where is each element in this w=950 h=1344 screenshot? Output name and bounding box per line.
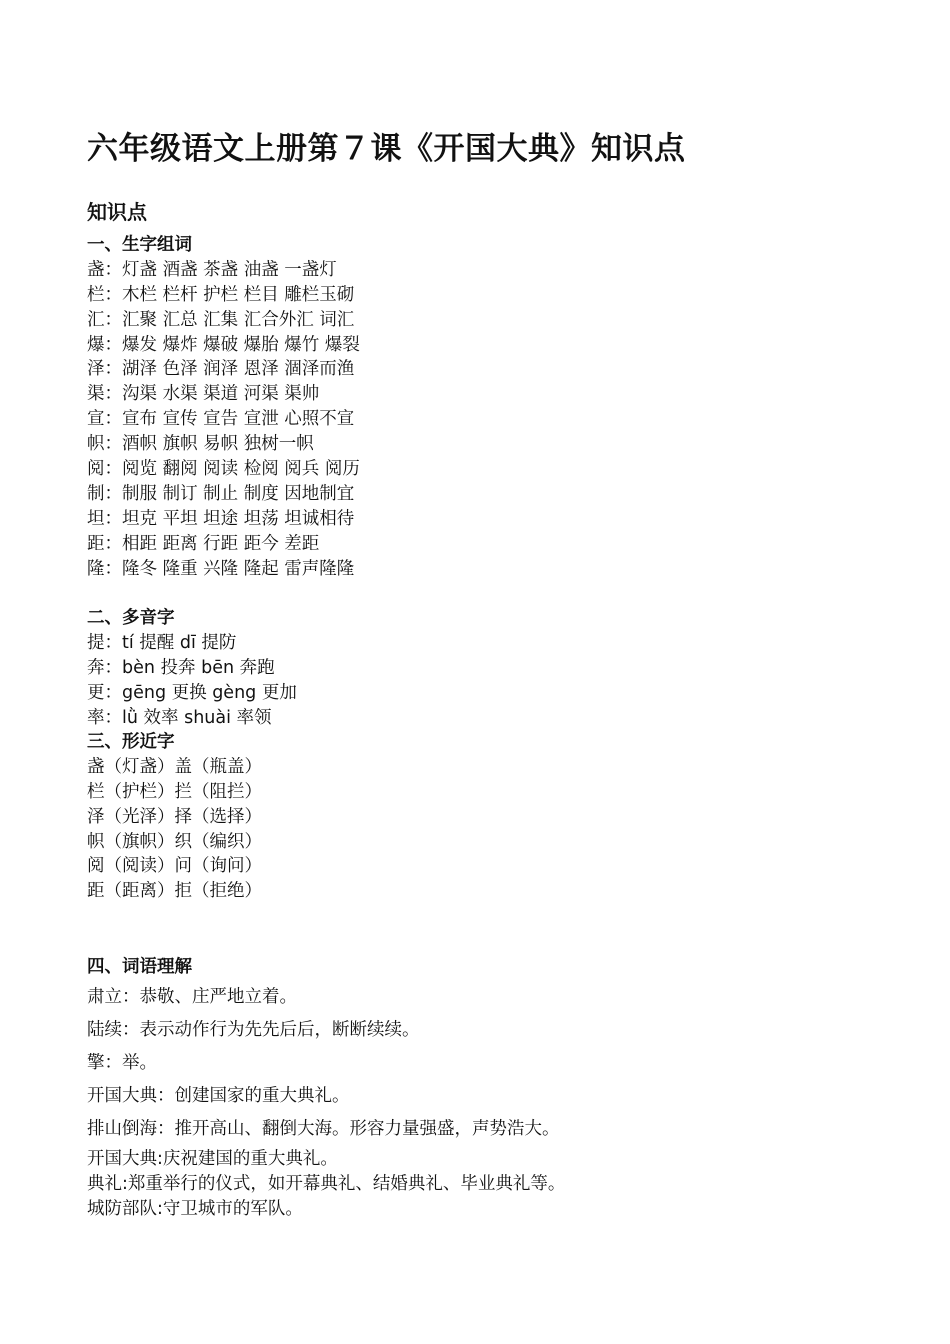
definition-item: 排山倒海：推开高山、翻倒大海。形容力量强盛，声势浩大。 — [87, 1118, 560, 1139]
list-item — [87, 407, 360, 432]
list-item — [87, 681, 297, 706]
polyphone-readings: lǜ 效率 shuài 率领 — [122, 707, 272, 728]
separator: ： — [104, 632, 122, 653]
separator: ： — [104, 459, 122, 480]
vocab-words: 制服 制订 制止 制度 因地制宜 — [122, 483, 355, 504]
separator: ： — [104, 309, 122, 330]
vocab-words: 灯盏 酒盏 茶盏 油盏 一盏灯 — [122, 259, 337, 280]
polyphone-readings: tí 提醒 dī 提防 — [122, 632, 237, 653]
vocab-char: 泽 — [87, 359, 105, 380]
list-item: 盏（灯盏）盖（瓶盖） — [87, 756, 262, 777]
vocab-words: 湖泽 色泽 润泽 恩泽 涸泽而渔 — [122, 359, 355, 380]
list-item: 距（距离）拒（拒绝） — [87, 881, 262, 902]
list-item — [87, 308, 360, 333]
list-item — [87, 631, 297, 656]
list-item — [87, 333, 360, 358]
polyphone-list — [87, 631, 297, 731]
list-item: 帜（旗帜）织（编织） — [87, 831, 262, 852]
section-heading: 一、生字组词 — [87, 235, 192, 255]
vocab-char: 盏 — [87, 259, 105, 280]
separator: ： — [104, 359, 122, 380]
vocab-words: 坦克 平坦 坦途 坦荡 坦诚相待 — [122, 508, 355, 529]
separator: ： — [104, 334, 122, 355]
list-item — [87, 656, 297, 681]
vocab-char: 制 — [87, 483, 105, 504]
polyphone-readings: bèn 投奔 bēn 奔跑 — [122, 657, 275, 678]
list-item — [87, 532, 360, 557]
list-item — [87, 482, 360, 507]
separator: ： — [104, 533, 122, 554]
definition-item: 肃立：恭敬、庄严地立着。 — [87, 986, 297, 1007]
vocab-words: 相距 距离 行距 距今 差距 — [122, 533, 320, 554]
separator: ： — [104, 508, 122, 529]
separator: ： — [104, 558, 122, 579]
separator: ： — [104, 284, 122, 305]
vocab-char: 宣 — [87, 409, 105, 430]
vocab-char: 爆 — [87, 334, 105, 355]
list-item — [87, 432, 360, 457]
polyphone-char: 率 — [87, 707, 105, 728]
vocab-char: 栏 — [87, 284, 105, 305]
list-item — [87, 507, 360, 532]
vocab-words: 隆冬 隆重 兴隆 隆起 雷声隆隆 — [122, 558, 355, 579]
section-heading: 三、形近字 — [87, 732, 175, 752]
vocab-char: 渠 — [87, 384, 105, 405]
section-polyphones — [87, 606, 297, 730]
list-item: 栏（护栏）拦（阻拦） — [87, 781, 262, 802]
list-item: 泽（光泽）择（选择） — [87, 806, 262, 827]
section-vocabulary — [87, 233, 360, 581]
list-item — [87, 706, 297, 731]
vocab-char: 坦 — [87, 508, 105, 529]
vocab-char: 隆 — [87, 558, 105, 579]
separator: ： — [104, 434, 122, 455]
definition-item: 城防部队:守卫城市的军队。 — [87, 1198, 303, 1219]
vocab-words: 汇聚 汇总 汇集 汇合外汇 词汇 — [122, 309, 355, 330]
list-item: 阅（阅读）问（询问） — [87, 856, 262, 877]
vocab-words: 爆发 爆炸 爆破 爆胎 爆竹 爆裂 — [122, 334, 360, 355]
section-heading: 二、多音字 — [87, 608, 175, 628]
list-item — [87, 557, 360, 582]
list-item — [87, 382, 360, 407]
definition-item: 开国大典：创建国家的重大典礼。 — [87, 1085, 350, 1106]
vocab-words: 宣布 宣传 宣告 宣泄 心照不宣 — [122, 409, 355, 430]
list-item — [87, 258, 360, 283]
polyphone-char: 奔 — [87, 657, 105, 678]
polyphone-char: 更 — [87, 682, 105, 703]
definition-item: 开国大典:庆祝建国的重大典礼。 — [87, 1148, 338, 1169]
list-item — [87, 357, 360, 382]
separator: ： — [104, 707, 122, 728]
definition-item: 擎：举。 — [87, 1052, 157, 1073]
definition-item: 典礼:郑重举行的仪式，如开幕典礼、结婚典礼、毕业典礼等。 — [87, 1173, 566, 1194]
section-similar-chars — [87, 730, 262, 904]
polyphone-readings: gēng 更换 gèng 更加 — [122, 682, 297, 703]
vocab-words: 沟渠 水渠 渠道 河渠 渠帅 — [122, 384, 320, 405]
vocab-words: 木栏 栏杆 护栏 栏目 雕栏玉砌 — [122, 284, 355, 305]
page-title: 六年级语文上册第７课《开国大典》知识点 — [87, 131, 686, 167]
separator: ： — [104, 682, 122, 703]
definition-list-compact — [87, 1147, 565, 1221]
vocab-char: 距 — [87, 533, 105, 554]
section-word-meaning — [87, 955, 565, 1221]
polyphone-char: 提 — [87, 632, 105, 653]
similar-char-list — [87, 755, 262, 904]
vocab-words: 酒帜 旗帜 易帜 独树一帜 — [122, 434, 314, 455]
section-subtitle: 知识点 — [87, 200, 147, 224]
list-item — [87, 457, 360, 482]
definition-list — [87, 985, 565, 1141]
vocab-words: 阅览 翻阅 阅读 检阅 阅兵 阅历 — [122, 459, 360, 480]
separator: ： — [104, 657, 122, 678]
list-item — [87, 283, 360, 308]
definition-item: 陆续：表示动作行为先先后后，断断续续。 — [87, 1019, 420, 1040]
separator: ： — [104, 409, 122, 430]
vocabulary-list — [87, 258, 360, 582]
vocab-char: 汇 — [87, 309, 105, 330]
separator: ： — [104, 483, 122, 504]
separator: ： — [104, 384, 122, 405]
vocab-char: 阅 — [87, 459, 105, 480]
vocab-char: 帜 — [87, 434, 105, 455]
separator: ： — [104, 259, 122, 280]
section-heading: 四、词语理解 — [87, 957, 192, 977]
